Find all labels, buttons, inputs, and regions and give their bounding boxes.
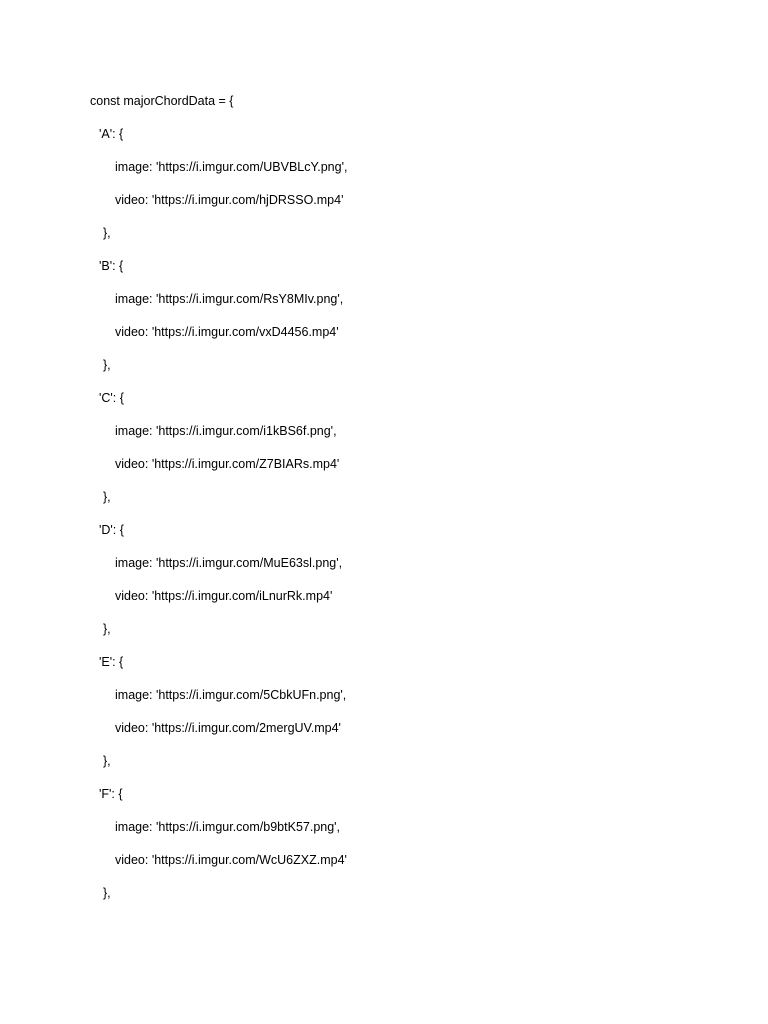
code-line-close-f: }, xyxy=(103,886,111,900)
code-line-key-b: 'B': { xyxy=(99,259,124,273)
code-line-video-a: video: 'https://i.imgur.com/hjDRSSO.mp4' xyxy=(115,193,344,207)
code-line-image-c: image: 'https://i.imgur.com/i1kBS6f.png', xyxy=(115,424,337,438)
code-line-key-f: 'F': { xyxy=(99,787,123,801)
code-line-key-d: 'D': { xyxy=(99,523,124,537)
code-line-close-c: }, xyxy=(103,490,111,504)
code-line-key-e: 'E': { xyxy=(99,655,124,669)
code-line-image-f: image: 'https://i.imgur.com/b9btK57.png', xyxy=(115,820,341,834)
code-line-video-d: video: 'https://i.imgur.com/iLnurRk.mp4' xyxy=(115,589,333,603)
code-line-close-b: }, xyxy=(103,358,111,372)
code-line-close-d: }, xyxy=(103,622,111,636)
code-line-video-e: video: 'https://i.imgur.com/2mergUV.mp4' xyxy=(115,721,341,735)
code-line-key-c: 'C': { xyxy=(99,391,124,405)
code-line-close-e: }, xyxy=(103,754,111,768)
code-listing xyxy=(0,89,768,914)
code-line-close-a: }, xyxy=(103,226,111,240)
code-line-video-f: video: 'https://i.imgur.com/WcU6ZXZ.mp4' xyxy=(115,853,347,867)
code-line-image-a: image: 'https://i.imgur.com/UBVBLcY.png', xyxy=(115,160,348,174)
code-line-declaration: const majorChordData = { xyxy=(90,94,234,108)
code-line-image-d: image: 'https://i.imgur.com/MuE63sl.png', xyxy=(115,556,343,570)
code-line-video-b: video: 'https://i.imgur.com/vxD4456.mp4' xyxy=(115,325,339,339)
code-line-image-e: image: 'https://i.imgur.com/5CbkUFn.png', xyxy=(115,688,347,702)
code-line-video-c: video: 'https://i.imgur.com/Z7BIARs.mp4' xyxy=(115,457,340,471)
code-line-image-b: image: 'https://i.imgur.com/RsY8MIv.png', xyxy=(115,292,344,306)
code-line-key-a: 'A': { xyxy=(99,127,124,141)
